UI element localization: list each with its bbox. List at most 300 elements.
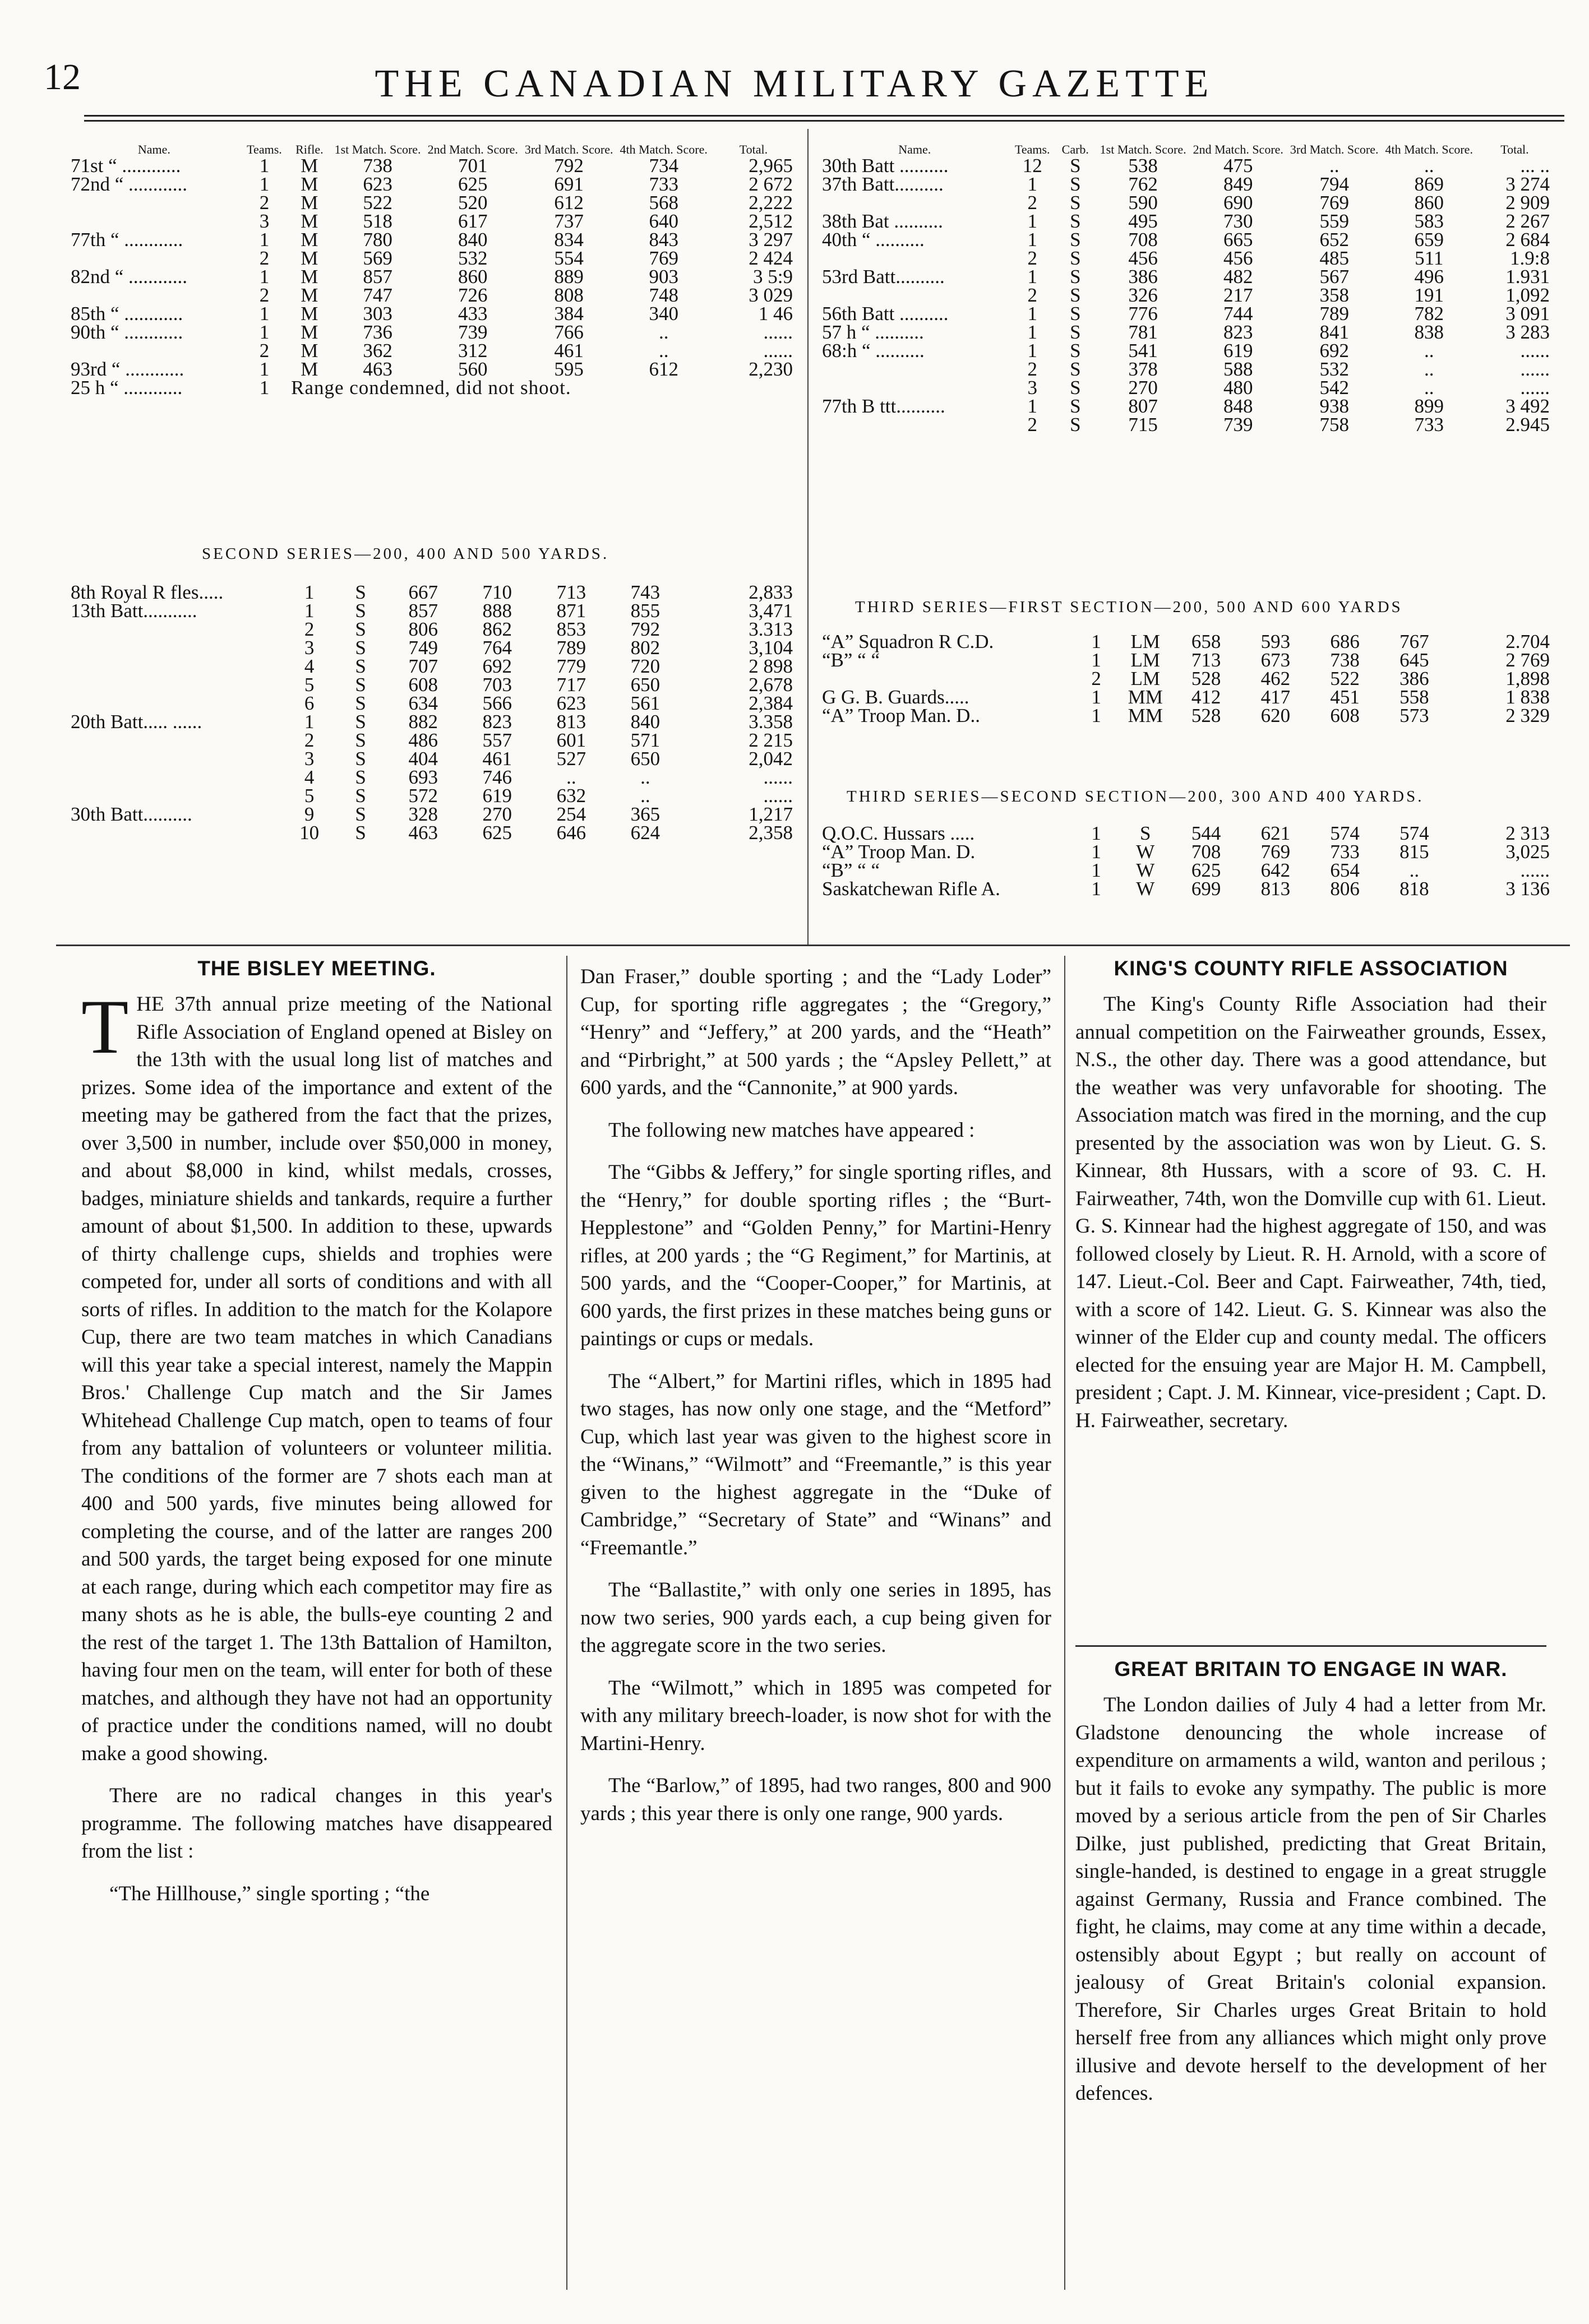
score-cell: 1 — [259, 321, 270, 343]
score-cell: 667 — [408, 581, 438, 603]
score-cell: 703 — [482, 674, 512, 696]
score-cell: 1 — [304, 711, 315, 733]
total-cell: 3 492 — [1505, 395, 1550, 417]
bisley-cont-paragraph-6: The “Wilmott,” which in 1895 was competed for with any military breech-loader, is now shot for with the Martini-Henry. — [580, 1676, 1051, 1755]
kings-county-article — [1075, 956, 1546, 1449]
score-cell: S — [355, 766, 366, 788]
score-cell: 557 — [482, 729, 512, 751]
score-cell: 738 — [1330, 649, 1360, 671]
unit-name-cell: “A” Squadron R C.D. — [822, 631, 994, 652]
score-cell: 658 — [1191, 631, 1221, 652]
total-cell: ...... — [1520, 358, 1550, 380]
score-cell: 1 — [259, 358, 270, 380]
left-col-header: Teams. — [247, 142, 282, 156]
score-cell: 843 — [649, 229, 678, 251]
score-cell: 624 — [630, 822, 660, 844]
score-cell: 903 — [649, 266, 678, 288]
score-cell: 888 — [482, 600, 512, 622]
score-cell: MM — [1128, 705, 1163, 726]
score-cell: 1 — [1091, 859, 1101, 881]
left-table-row — [67, 768, 796, 786]
score-cell: .. — [1424, 358, 1434, 380]
unit-name-cell: 93rd “ ............ — [71, 358, 184, 380]
score-cell: 889 — [554, 266, 584, 288]
score-cell: LM — [1130, 649, 1161, 671]
bisley-paragraph-1-text: HE 37th annual prize meeting of the National Rifle Association of England opened at Bisley on the 13th with the usual long list of matches and prizes. Some idea of the importance and extent of the meeting may be gathered from the fact that the prizes, over 3,500 in number, include over $50,000 in money, and about $8,000 in kind, whilst medals, crosses, badges, miniature shields and tankards, require a further amount of about $1,500. In addition to these, upwards of thirty challenge cups, shields and trophies were competed for, under all sorts of conditions and with all sorts of rifles. In addition to the match for the Kolapore Cup, there are two team matches in which Canadians will this year take a special interest, namely the Mappin Bros.' Challenge Cup match and the Sir James Whitehead Challenge Cup match, open to teams of four from any battalion of volunteers or volunteer militia. The conditions of the former are 7 shots each man at 400 and 500 yards, five minutes being allowed for completing the course, and of the latter are ranges 200 and 500 yards, the target being exposed for one minute at each range, during which each competitor may fire as many shots as he is able, the bulls-eye counting 2 and the rest of the target 1. The 13th Battalion of Hamilton, having four men on the team, will enter for both of these matches, and although they have not had an opportunity of practice under the conditions named, will no doubt make a good showing. — [81, 993, 552, 1765]
great-britain-article — [1075, 1656, 1546, 2122]
score-cell: 808 — [554, 284, 584, 306]
score-cell: 690 — [1223, 192, 1253, 214]
right-table-row — [819, 397, 1553, 415]
score-cell: 1 — [1027, 303, 1037, 325]
score-cell: 480 — [1223, 377, 1253, 399]
left-table-row — [67, 620, 796, 638]
score-cell: 686 — [1330, 631, 1360, 652]
score-cell: S — [1070, 414, 1081, 436]
score-cell: S — [355, 655, 366, 677]
score-cell: 840 — [458, 229, 488, 251]
score-cell: 764 — [482, 637, 512, 659]
score-cell: 623 — [556, 692, 586, 714]
total-cell: 3.358 — [749, 711, 793, 733]
score-cell: 815 — [1399, 841, 1429, 863]
score-cell: 776 — [1128, 303, 1158, 325]
score-cell: 726 — [458, 284, 488, 306]
score-cell: 807 — [1128, 395, 1158, 417]
score-cell: 520 — [458, 192, 488, 214]
right-table-row — [819, 415, 1553, 434]
score-cell: 813 — [556, 711, 586, 733]
score-cell: S — [355, 581, 366, 603]
score-cell: .. — [658, 321, 669, 343]
range-condemned-note: Range condemned, did not shoot. — [291, 377, 571, 399]
score-cell: 625 — [1191, 859, 1221, 881]
score-cell: S — [355, 674, 366, 696]
score-cell: 340 — [649, 303, 678, 325]
score-cell: 746 — [482, 766, 512, 788]
unit-name-cell: 72nd “ ............ — [71, 173, 188, 195]
total-cell: ...... — [763, 321, 793, 343]
score-cell: .. — [1329, 155, 1339, 177]
score-cell: 713 — [1191, 649, 1221, 671]
score-cell: 1 — [1027, 173, 1037, 195]
score-cell: 456 — [1223, 247, 1253, 269]
score-cell: 3 — [1027, 377, 1037, 399]
total-cell: ...... — [763, 766, 793, 788]
score-cell: 779 — [556, 655, 586, 677]
score-cell: 583 — [1414, 210, 1444, 232]
bisley-paragraph-2: There are no radical changes in this year's programme. The following matches have disappeared from the list : — [81, 1784, 552, 1863]
unit-name-cell: 68:h “ .......... — [822, 340, 925, 362]
score-cell: 573 — [1399, 705, 1429, 726]
score-cell: 710 — [482, 581, 512, 603]
score-cell: .. — [658, 340, 669, 362]
score-cell: .. — [1409, 859, 1420, 881]
total-cell: 2,833 — [749, 581, 793, 603]
score-cell: 860 — [1414, 192, 1444, 214]
unit-name-cell — [819, 360, 1011, 378]
score-cell: 1 — [1027, 210, 1037, 232]
unit-name-cell — [67, 638, 284, 657]
score-cell: 3 — [304, 748, 315, 770]
score-cell: S — [355, 637, 366, 659]
score-cell: 782 — [1414, 303, 1444, 325]
score-cell: 834 — [554, 229, 584, 251]
unit-name-cell: “A” Troop Man. D. — [822, 841, 976, 863]
score-cell: 270 — [1128, 377, 1158, 399]
score-cell: .. — [1424, 340, 1434, 362]
score-cell: 384 — [554, 303, 584, 325]
score-cell: M — [301, 321, 318, 343]
score-cell: 2 — [304, 729, 315, 751]
score-cell: S — [355, 711, 366, 733]
left-table-series1-body — [67, 156, 796, 378]
right-table-row — [819, 688, 1553, 706]
score-cell: 699 — [1191, 878, 1221, 900]
score-cell: 781 — [1128, 321, 1158, 343]
score-cell: 538 — [1128, 155, 1158, 177]
score-cell: 532 — [458, 247, 488, 269]
score-cell: M — [301, 173, 318, 195]
score-cell: 608 — [1330, 705, 1360, 726]
score-cell: M — [301, 229, 318, 251]
right-table-row — [819, 267, 1553, 286]
score-cell: 739 — [1223, 414, 1253, 436]
score-cell: 855 — [630, 600, 660, 622]
score-cell: 1 — [259, 266, 270, 288]
bisley-article-continued — [580, 963, 1051, 1842]
right-score-table — [819, 143, 1553, 434]
score-cell: 673 — [1260, 649, 1291, 671]
unit-name-cell — [67, 768, 284, 786]
unit-name-cell — [819, 669, 1073, 688]
column-divider-1 — [566, 956, 567, 2290]
unit-name-cell: 20th Batt..... ...... — [71, 711, 202, 733]
unit-name-cell — [67, 694, 284, 712]
score-cell: S — [355, 692, 366, 714]
score-cell: 938 — [1319, 395, 1349, 417]
unit-name-cell — [819, 286, 1011, 304]
score-cell: S — [1070, 247, 1081, 269]
left-table-row — [67, 712, 796, 731]
score-cell: 567 — [1319, 266, 1349, 288]
bisley-cont-paragraph-4: The “Albert,” for Martini rifles, which in 1895 had two stages, has now only one stage, and the “Metford” Cup, which last year was given to the highest score in the “Winans,” “Wilmott” and “Freemantle,” is this year given to the highest aggregate in the “Duke of Cambridge,” “Secretary of State” and “Winans” and “Freemantle.” — [580, 1369, 1051, 1559]
total-cell: 2 313 — [1505, 822, 1550, 844]
score-cell: M — [301, 192, 318, 214]
score-cell: 2 — [259, 247, 270, 269]
score-cell: W — [1136, 859, 1155, 881]
unit-name-cell: 57 h “ .......... — [822, 321, 924, 343]
score-cell: 654 — [1330, 859, 1360, 881]
score-cell: 733 — [649, 173, 678, 195]
right-table-row — [819, 651, 1553, 669]
total-cell: 2,678 — [749, 674, 793, 696]
score-cell: S — [1070, 358, 1081, 380]
third-series-first-section-heading: THIRD SERIES—FIRST SECTION—200, 500 AND 600 YARDS — [855, 598, 1403, 616]
masthead-rule-top — [84, 115, 1564, 117]
score-cell: 769 — [649, 247, 678, 269]
score-cell: 634 — [408, 692, 438, 714]
total-cell: 2 909 — [1505, 192, 1550, 214]
left-table-row — [67, 786, 796, 805]
score-cell: 542 — [1319, 377, 1349, 399]
left-table-row — [67, 601, 796, 620]
left-col-header: 4th Match. Score. — [620, 142, 708, 156]
score-cell: 625 — [458, 173, 488, 195]
left-table-row — [67, 638, 796, 657]
score-cell: S — [1070, 321, 1081, 343]
page-number: 12 — [44, 57, 81, 98]
total-cell: 3.313 — [749, 618, 793, 640]
bisley-cont-paragraph-5: The “Ballastite,” with only one series in 1895, has now two series, 900 yards each, a cup being given for the aggregate score in the two series. — [580, 1578, 1051, 1657]
score-cell: 707 — [408, 655, 438, 677]
right-table-row — [819, 861, 1553, 879]
total-cell: 2,358 — [749, 822, 793, 844]
unit-name-cell — [67, 731, 284, 749]
unit-name-cell: “A” Troop Man. D.. — [822, 705, 980, 726]
left-col-header: 1st Match. Score. — [334, 142, 421, 156]
score-cell: 496 — [1414, 266, 1444, 288]
score-cell: S — [1070, 229, 1081, 251]
score-cell: 625 — [482, 822, 512, 844]
total-cell: 1.931 — [1505, 266, 1550, 288]
column-divider-2 — [1064, 956, 1065, 2290]
score-cell: M — [301, 266, 318, 288]
score-cell: 569 — [363, 247, 392, 269]
total-cell: 3,104 — [749, 637, 793, 659]
score-cell: M — [301, 210, 318, 232]
right-table-row — [819, 842, 1553, 861]
total-cell: 3 297 — [749, 229, 793, 251]
total-cell: 1,217 — [749, 803, 793, 825]
score-cell: 1 — [259, 155, 270, 177]
score-cell: 650 — [630, 674, 660, 696]
score-cell: 462 — [1260, 668, 1291, 689]
score-cell: 254 — [556, 803, 586, 825]
unit-name-cell: 13th Batt........... — [71, 600, 197, 622]
total-cell: 1 46 — [758, 303, 793, 325]
left-table-row — [67, 805, 796, 823]
left-table-row — [67, 675, 796, 694]
score-cell: 527 — [556, 748, 586, 770]
score-cell: S — [1070, 155, 1081, 177]
score-cell: .. — [640, 766, 650, 788]
unit-name-cell: 30th Batt .......... — [822, 155, 949, 177]
score-cell: 853 — [556, 618, 586, 640]
left-col-header: 2nd Match. Score. — [427, 142, 518, 156]
great-britain-paragraph: The London dailies of July 4 had a letter from Mr. Gladstone denouncing the whole increase of expenditure on armaments a wild, wanton and perilous ; but it fails to evoke any sympathy. The public is more moved by a serious article from the pen of Sir Charles Dilke, just published, predicting that Great Britain, single-handed, is destined to engage in a great struggle against Germany, Russia and France combined. The fight, he claims, may come at any time within a decade, ostensibly about Egypt ; but really on account of jealousy of Great Britain's colonial expansion. Therefore, Sir Charles urges Great Britain to hold herself free from any alliances which might only prove illusive and devote herself to the development of her defences. — [1075, 1693, 1546, 2105]
right-table-row — [819, 286, 1553, 304]
unit-name-cell: “B” “ “ — [822, 649, 880, 671]
total-cell: 1,898 — [1505, 668, 1550, 689]
total-cell: 2 424 — [749, 247, 793, 269]
score-cell: 358 — [1319, 284, 1349, 306]
score-cell: M — [301, 247, 318, 269]
score-cell: 1 — [1091, 878, 1101, 900]
score-cell: 486 — [408, 729, 438, 751]
total-cell: 2 267 — [1505, 210, 1550, 232]
score-cell: 595 — [554, 358, 584, 380]
score-cell: 708 — [1191, 841, 1221, 863]
score-cell: 1 — [1091, 631, 1101, 652]
right-table-row — [819, 304, 1553, 323]
right-score-table-series3a — [819, 632, 1553, 725]
left-col-header: Rifle. — [295, 142, 324, 156]
score-cell: 838 — [1414, 321, 1444, 343]
left-table-row — [67, 304, 796, 323]
left-table-row — [67, 249, 796, 267]
left-col-header: 3rd Match. Score. — [524, 142, 613, 156]
score-cell: 475 — [1223, 155, 1253, 177]
score-cell: 737 — [554, 210, 584, 232]
right-table-row — [819, 632, 1553, 651]
left-table-row — [67, 212, 796, 230]
score-cell: S — [1070, 266, 1081, 288]
score-cell: 495 — [1128, 210, 1158, 232]
score-cell: 792 — [554, 155, 584, 177]
bisley-cont-paragraph-2: The following new matches have appeared : — [608, 1118, 975, 1142]
score-cell: 2 — [1027, 358, 1037, 380]
left-table-row — [67, 694, 796, 712]
score-cell: M — [301, 340, 318, 362]
score-cell: 312 — [458, 340, 488, 362]
left-table-row — [67, 175, 796, 193]
score-cell: 544 — [1191, 822, 1221, 844]
score-cell: 482 — [1223, 266, 1253, 288]
score-cell: M — [301, 303, 318, 325]
score-cell: 601 — [556, 729, 586, 751]
score-cell: 328 — [408, 803, 438, 825]
score-cell: 2 — [1027, 284, 1037, 306]
score-cell: 12 — [1022, 155, 1042, 177]
kings-county-heading: KING'S COUNTY RIFLE ASSOCIATION — [1114, 957, 1508, 980]
score-cell: 857 — [363, 266, 392, 288]
score-cell: 701 — [458, 155, 488, 177]
left-col-header: Total. — [739, 142, 768, 156]
score-cell: 692 — [1319, 340, 1349, 362]
score-cell: 412 — [1191, 686, 1221, 708]
left-table-row — [67, 823, 796, 842]
score-cell: 789 — [1319, 303, 1349, 325]
total-cell: 2,512 — [749, 210, 793, 232]
right-table-row — [819, 193, 1553, 212]
total-cell: 1 838 — [1505, 686, 1550, 708]
unit-name-cell — [67, 749, 284, 768]
score-cell: 841 — [1319, 321, 1349, 343]
right-table-series3b-body — [819, 824, 1553, 898]
note-row-teams: 1 — [259, 377, 270, 399]
unit-name-cell: G G. B. Guards..... — [822, 686, 969, 708]
unit-name-cell: 40th “ .......... — [822, 229, 925, 251]
score-cell: 758 — [1319, 414, 1349, 436]
score-cell: 617 — [458, 210, 488, 232]
score-cell: 451 — [1330, 686, 1360, 708]
score-cell: 869 — [1414, 173, 1444, 195]
total-cell: 3,471 — [749, 600, 793, 622]
score-cell: W — [1136, 841, 1155, 863]
score-cell: 1 — [1027, 395, 1037, 417]
total-cell: ...... — [1520, 859, 1550, 881]
right-col-header: Total. — [1500, 142, 1529, 156]
score-cell: 270 — [482, 803, 512, 825]
left-table-row — [67, 156, 796, 175]
unit-name-cell — [67, 823, 284, 842]
right-table-row — [819, 341, 1553, 360]
bisley-cont-paragraph-7: The “Barlow,” of 1895, had two ranges, 800 and 900 yards ; this year there is only one range, 900 yards. — [580, 1774, 1051, 1825]
score-cell: 386 — [1399, 668, 1429, 689]
score-cell: 743 — [630, 581, 660, 603]
score-cell: 645 — [1399, 649, 1429, 671]
score-cell: 1 — [1091, 705, 1101, 726]
total-cell: 2,230 — [749, 358, 793, 380]
right-col-header: 2nd Match. Score. — [1193, 142, 1283, 156]
score-cell: 1 — [304, 600, 315, 622]
score-cell: 848 — [1223, 395, 1253, 417]
score-cell: 10 — [299, 822, 320, 844]
left-col-header: Name. — [137, 142, 170, 156]
score-cell: 1 — [259, 229, 270, 251]
third-series-second-section-heading: THIRD SERIES—SECOND SECTION—200, 300 AND 400 YARDS. — [847, 788, 1424, 805]
score-cell: 588 — [1223, 358, 1253, 380]
score-cell: 659 — [1414, 229, 1444, 251]
score-cell: 571 — [630, 729, 660, 751]
masthead-title: THE CANADIAN MILITARY GAZETTE — [375, 62, 1214, 105]
total-cell: ...... — [763, 785, 793, 807]
bisley-paragraph-3: “The Hillhouse,” single sporting ; “the — [109, 1882, 430, 1905]
score-cell: 554 — [554, 247, 584, 269]
unit-name-cell: 82nd “ ............ — [71, 266, 188, 288]
score-cell: S — [355, 785, 366, 807]
left-table-row — [67, 286, 796, 304]
right-col-header: Carb. — [1061, 142, 1089, 156]
total-cell: 3 274 — [1505, 173, 1550, 195]
score-cell: .. — [1424, 377, 1434, 399]
score-cell: 715 — [1128, 414, 1158, 436]
score-cell: 532 — [1319, 358, 1349, 380]
score-cell: S — [1070, 192, 1081, 214]
score-cell: 485 — [1319, 247, 1349, 269]
score-cell: 736 — [363, 321, 392, 343]
right-col-header: Teams. — [1014, 142, 1050, 156]
score-cell: 1 — [259, 173, 270, 195]
score-cell: 632 — [556, 785, 586, 807]
unit-name-cell: 77th “ ............ — [71, 229, 183, 251]
total-cell: 2 672 — [749, 173, 793, 195]
total-cell: ...... — [1520, 377, 1550, 399]
right-table-row — [819, 706, 1553, 725]
score-cell: 849 — [1223, 173, 1253, 195]
score-cell: 572 — [408, 785, 438, 807]
drop-cap-letter: T — [81, 984, 129, 1070]
score-cell: 693 — [408, 766, 438, 788]
score-cell: 733 — [1330, 841, 1360, 863]
score-cell: 857 — [408, 600, 438, 622]
score-cell: 560 — [458, 358, 488, 380]
total-cell: ...... — [763, 340, 793, 362]
score-cell: 3 — [304, 637, 315, 659]
unit-name-cell — [819, 378, 1011, 397]
score-cell: 1 — [259, 303, 270, 325]
unit-name-cell — [67, 341, 241, 360]
note-row-name: 25 h “ ............ — [71, 377, 183, 399]
unit-name-cell: 90th “ ............ — [71, 321, 183, 343]
score-cell: 747 — [363, 284, 392, 306]
total-cell: 2 898 — [749, 655, 793, 677]
score-cell: S — [1070, 377, 1081, 399]
score-cell: 646 — [556, 822, 586, 844]
right-score-table-series3b — [819, 824, 1553, 898]
score-cell: 5 — [304, 785, 315, 807]
